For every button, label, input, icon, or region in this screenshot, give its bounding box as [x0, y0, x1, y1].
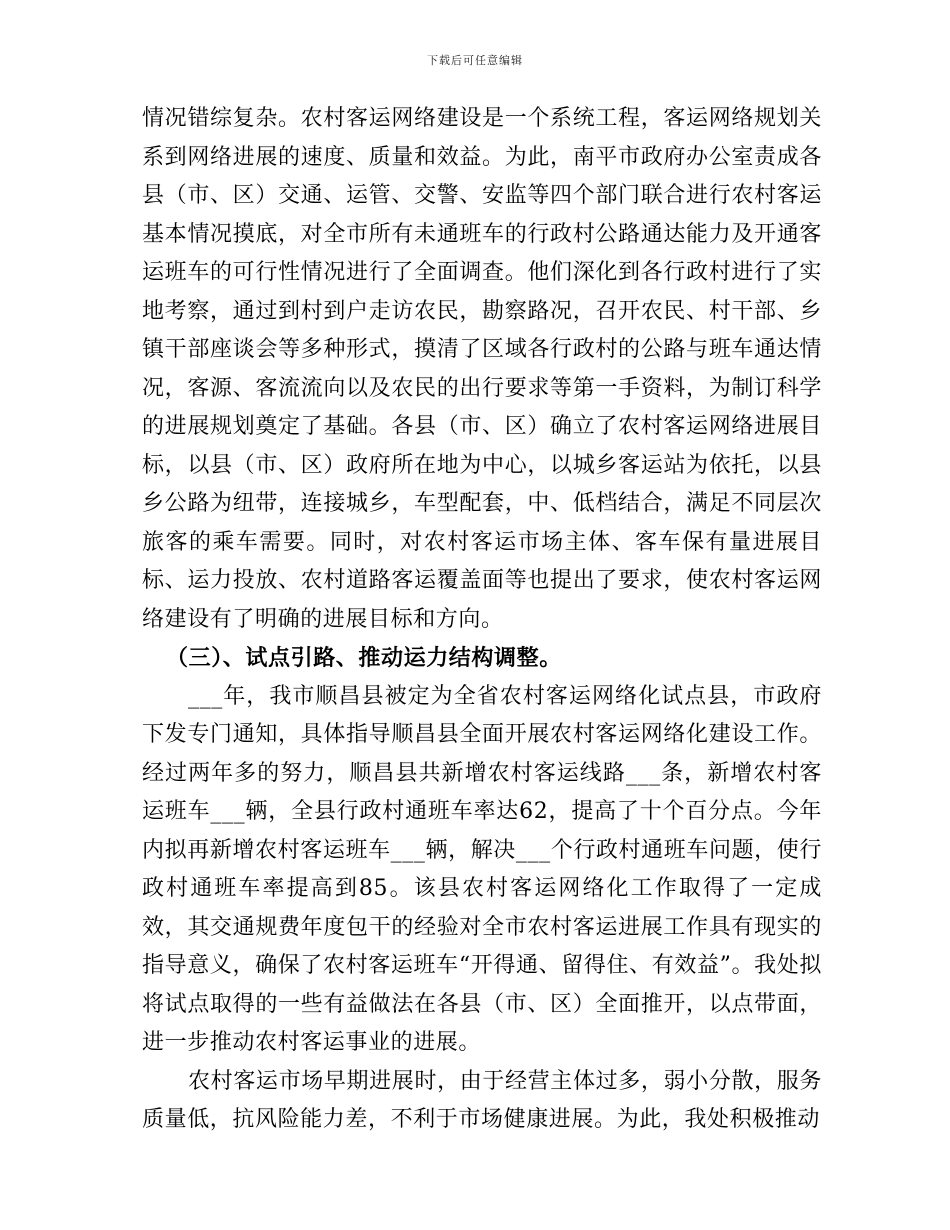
- document-body: [142, 100, 822, 1140]
- paragraph-market-development: 农村客运市场早期进展时，由于经营主体过多，弱小分散，服务质量低，抗风险能力差，不利于市场健康进展。为此，我处积极推动: [142, 1068, 822, 1132]
- paragraph-network-planning: 情况错综复杂。农村客运网络建设是一个系统工程，客运网络规划关系到网络进展的速度、质量和效益。为此，南平市政府办公室责成各县（市、区）交通、运管、交警、安监等四个部门联合进行农村客运基本情况摸底，对全市所有未通班车的行政村公路通达能力及开通客运班车的可行性情况进行了全面调查。他们深化到各行政村进行了实地考察，通过到村到户走访农民，勘察路况，召开农民、村干部、乡镇干部座谈会等多种形式，摸清了区域各行政村的公路与班车通达情况，客源、客流流向以及农民的出行要求等第一手资料，为制订科学的进展规划奠定了基础。各县（市、区）确立了农村客运网络进展目标，以县（市、区）政府所在地为中心，以城乡客运站为依托，以县乡公路为纽带，连接城乡，车型配套，中、低档结合，满足不同层次旅客的乘车需要。同时，对农村客运市场主体、客车保有量进展目标、运力投放、农村道路客运覆盖面等也提出了要求，使农村客运网络建设有了明确的进展目标和方向。: [142, 106, 822, 632]
- paragraph-shunchang-pilot: ___年，我市顺昌县被定为全省农村客运网络化试点县，市政府下发专门通知，具体指导顺昌县全面开展农村客运网络化建设工作。经过两年多的努力，顺昌县共新增农村客运线路___条，新增农村客运班车___辆，全县行政村通班车率达62，提高了十个百分点。今年内拟再新增农村客运班车___辆，解决___个行政村通班车问题，使行政村通班车率提高到85。该县农村客运网络化工作取得了一定成效，其交通规费年度包干的经验对全市农村客运进展工作具有现实的指导意义，确保了农村客运班车“开得通、留得住、有效益”。我处拟将试点取得的一些有益做法在各县（市、区）全面推开，以点带面，进一步推动农村客运事业的进展。: [142, 683, 822, 1055]
- page-header: 下载后可任意编辑: [427, 54, 523, 67]
- section-heading-pilot: （三）、试点引路、推动运力结构调整。: [166, 645, 562, 671]
